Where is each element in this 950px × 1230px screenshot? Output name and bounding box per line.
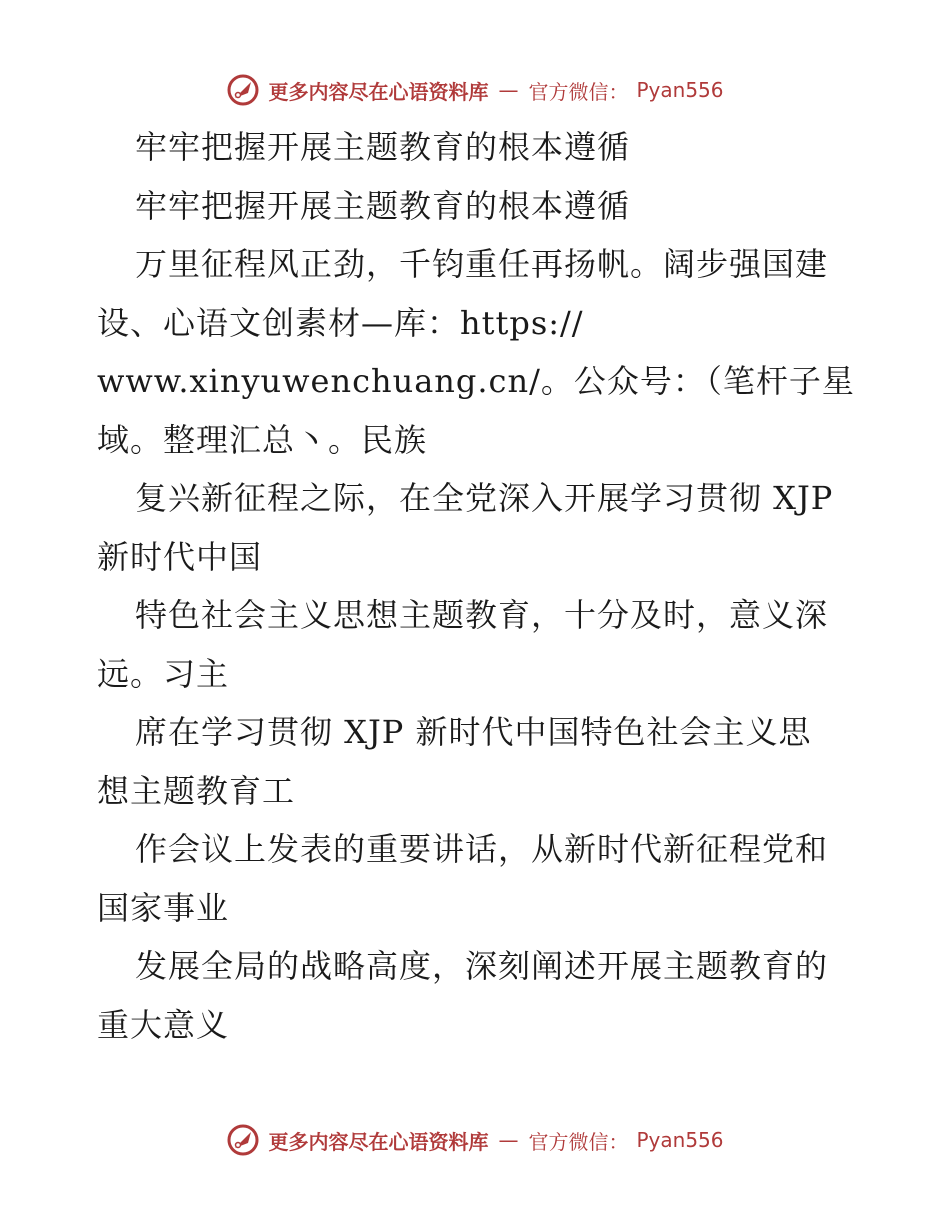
banner-wechat-id: Pyan556 bbox=[636, 1128, 724, 1152]
document-line: www.xinyuwenchuang.cn/。公众号：（笔杆子星 bbox=[97, 362, 855, 400]
document-line: 特色社会主义思想主题教育，十分及时，意义深 bbox=[135, 596, 829, 634]
document-line: 域。整理汇总丶。民族 bbox=[97, 420, 428, 459]
quill-logo-icon bbox=[226, 1123, 260, 1157]
document-line: 万里征程风正劲，千钧重任再扬帆。阔步强国建 bbox=[135, 245, 829, 283]
footer-banner bbox=[0, 1120, 950, 1160]
banner-wechat-label: 官方微信： bbox=[528, 79, 629, 104]
document-line: 想主题教育工 bbox=[97, 771, 296, 810]
document-line: 设、心语文创素材—库：https:// bbox=[97, 303, 584, 342]
document-line: 牢牢把握开展主题教育的根本遵循 bbox=[135, 186, 631, 225]
document-body bbox=[97, 118, 857, 1054]
banner-wechat-label: 官方微信： bbox=[528, 1129, 629, 1154]
banner-main-text: 更多内容尽在心语资料库 bbox=[268, 79, 489, 104]
document-line: 牢牢把握开展主题教育的根本遵循 bbox=[135, 128, 631, 166]
document-line: 席在学习贯彻 XJP 新时代中国特色社会主义思 bbox=[135, 713, 812, 751]
header-banner bbox=[0, 70, 950, 110]
document-line: 发展全局的战略高度，深刻阐述开展主题教育的 bbox=[135, 947, 829, 985]
banner-separator: — bbox=[498, 78, 519, 102]
document-line: 复兴新征程之际，在全党深入开展学习贯彻 XJP bbox=[135, 479, 834, 517]
banner-wechat-id: Pyan556 bbox=[636, 78, 724, 102]
document-line: 远。习主 bbox=[97, 654, 230, 693]
document-line: 作会议上发表的重要讲话，从新时代新征程党和 bbox=[135, 830, 829, 868]
banner-separator: — bbox=[498, 1128, 519, 1152]
document-line: 新时代中国 bbox=[97, 537, 263, 576]
document-line: 重大意义 bbox=[97, 1005, 230, 1044]
banner-main-text: 更多内容尽在心语资料库 bbox=[268, 1129, 489, 1154]
document-line: 国家事业 bbox=[97, 888, 230, 927]
quill-logo-icon bbox=[226, 73, 260, 107]
